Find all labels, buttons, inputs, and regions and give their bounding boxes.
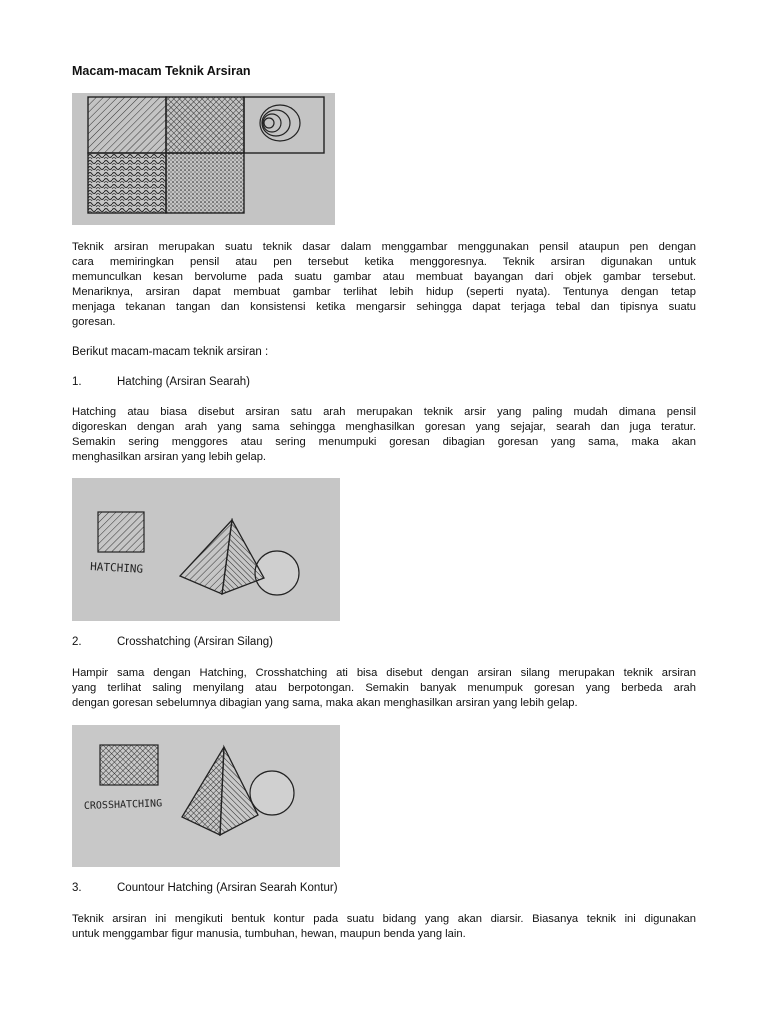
crosshatching-example-image [72,725,340,867]
text-line: Teknik arsiran ini mengikuti bentuk kontur pada suatu bidang yang akan diarsir. Biasanya teknik ini digunakan [72,913,696,925]
text-line: goresan. [72,316,116,328]
text-line: Semakin sering menggores atau sering menumpuki goresan dibagian goresan yang sama, maka akan [72,436,696,448]
text-line: dengan goresan sebelumnya dibagian yang sama, maka akan menghasilkan arsiran yang lebih gelap. [72,697,578,709]
hatching-paragraph [72,405,696,465]
text-line: menjaga tekanan tangan dan konsistensi ketika mengarsir sehingga dapat terjaga tebal dan tipisnya suatu [72,301,696,313]
section-title: Crosshatching (Arsiran Silang) [117,636,273,648]
text-line: cara memiringkan pensil atau pen tersebut ketika menggoresnya. Teknik arsiran digunakan untuk [72,256,696,268]
text-line: Menariknya, arsiran dapat membuat gambar terlihat lebih hidup (seperti nyata). Tentunya dengan tetap [72,286,696,298]
text-line: Teknik arsiran merupakan suatu teknik dasar dalam menggambar menggunakan pensil ataupun pen dengan [72,241,696,253]
text-line: memunculkan kesan bervolume pada suatu gambar atau membuat bayangan dari objek gambar tersebut. [72,271,696,283]
section-title: Countour Hatching (Arsiran Searah Kontur) [117,882,338,894]
section-heading-crosshatching [72,636,273,648]
document-title: Macam-macam Teknik Arsiran [72,64,251,78]
text-line: untuk menggambar figur manusia, tumbuhan, hewan, maupun benda yang lain. [72,928,466,940]
crosshatching-paragraph [72,666,696,711]
list-intro: Berikut macam-macam teknik arsiran : [72,346,269,358]
text-line: digoreskan dengan arah yang sama sehingga menghasilkan goresan yang sejajar, searah dan juga teratur. [72,421,696,433]
contour-hatching-paragraph [72,912,696,942]
section-number: 3. [72,882,82,894]
text-line: yang terlihat saling menyilang atau berpotongan. Semakin banyak menumpuk goresan yang berbeda arah [72,682,696,694]
text-line: Hatching atau biasa disebut arsiran satu arah merupakan teknik arsir yang paling mudah dimana pensil [72,406,696,418]
intro-paragraph [72,240,696,330]
hatching-label: HATCHING [89,560,144,576]
text-line: menghasilkan arsiran yang lebih gelap. [72,451,267,463]
shading-samples-image [72,93,335,225]
section-heading-contour-hatching [72,882,338,894]
hatching-example-image [72,478,340,621]
section-number: 1. [72,376,82,388]
section-number: 2. [72,636,82,648]
crosshatching-label: CROSSHATCHING [83,798,163,812]
section-heading-hatching [72,376,250,388]
section-title: Hatching (Arsiran Searah) [117,376,250,388]
text-line: Hampir sama dengan Hatching, Crosshatching ati bisa disebut dengan arsiran silang merupakan teknik arsiran [72,667,696,679]
